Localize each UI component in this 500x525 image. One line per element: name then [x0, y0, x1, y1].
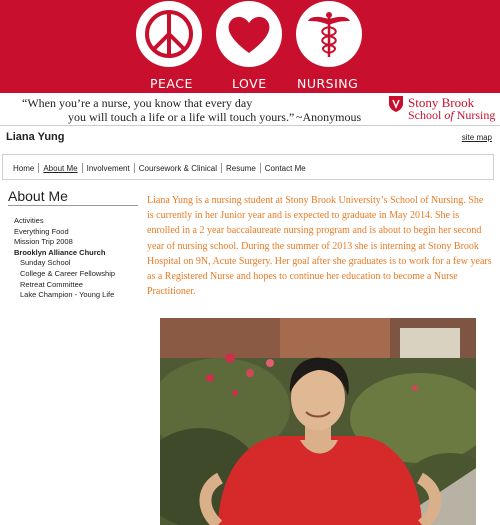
- nav-home[interactable]: Home: [13, 163, 35, 173]
- sidebar-item-sunday-school[interactable]: Sunday School: [20, 258, 71, 268]
- love-circle: [216, 1, 282, 67]
- banner-word-nursing: NURSING: [297, 76, 359, 91]
- nav-resume[interactable]: Resume: [225, 163, 256, 173]
- sidebar-heading-rule: [8, 205, 138, 206]
- quote-line-1: “When you’re a nurse, you know that every day: [22, 96, 253, 110]
- sidebar-item-college-career[interactable]: College & Career Fellowship: [20, 268, 116, 278]
- peace-circle: [136, 1, 202, 67]
- logo-name: Stony Brook: [408, 95, 475, 110]
- sidebar-menu: [14, 216, 115, 301]
- peace-sign-icon: [136, 1, 202, 67]
- header-banner: [0, 0, 500, 93]
- logo-school: School of Nursing: [408, 108, 496, 122]
- sidebar-item-brooklyn-alliance-church[interactable]: Brooklyn Alliance Church: [14, 247, 106, 257]
- header-divider: [0, 125, 500, 126]
- nav-about-me[interactable]: About Me: [43, 163, 78, 173]
- stony-brook-logo[interactable]: [388, 95, 494, 123]
- caduceus-icon: [296, 1, 362, 67]
- profile-photo: [160, 318, 476, 525]
- site-map-link[interactable]: site map: [461, 133, 492, 142]
- nav-coursework-clinical[interactable]: Coursework & Clinical: [138, 163, 217, 173]
- banner-word-love: LOVE: [232, 76, 267, 91]
- banner-word-peace: PEACE: [150, 76, 193, 91]
- sidebar-item-retreat-committee[interactable]: Retreat Committee: [20, 279, 83, 289]
- sidebar-item-mission-trip[interactable]: Mission Trip 2008: [14, 237, 73, 247]
- nav-involvement[interactable]: Involvement: [86, 163, 130, 173]
- sidebar-item-lake-champion[interactable]: Lake Champion - Young Life: [20, 290, 115, 300]
- nav-contact-me[interactable]: Contact Me: [264, 163, 306, 173]
- nursing-circle: [296, 1, 362, 67]
- quote-author: ~Anonymous: [296, 110, 362, 124]
- shield-icon: [388, 95, 404, 113]
- site-title[interactable]: Liana Yung: [6, 131, 65, 143]
- quote-line-2: you will touch a life or a life will touch yours.”: [68, 110, 295, 124]
- bio-paragraph: Liana Yung is a nursing student at Stony Brook University’s School of Nursing. She is currently in her Junior year and is expected to graduate in May 2014. She is enrolled in a 2 year baccalaureate nursing program and is about to begin her second year of nursing school. During the summer of 2013 she is interning at Stony Brook Hospital on 9N, Acute Surgery. Her goal after she graduates is to work for a few years as a Registered Nurse and hopes to continue her education to become a Nurse Practitioner.: [147, 195, 492, 298]
- main-nav: [2, 154, 494, 180]
- sidebar-item-everything-food[interactable]: Everything Food: [14, 226, 69, 236]
- sidebar-heading: About Me: [8, 188, 68, 204]
- sidebar-item-activities[interactable]: Activities: [14, 216, 44, 225]
- heart-icon: [216, 1, 282, 67]
